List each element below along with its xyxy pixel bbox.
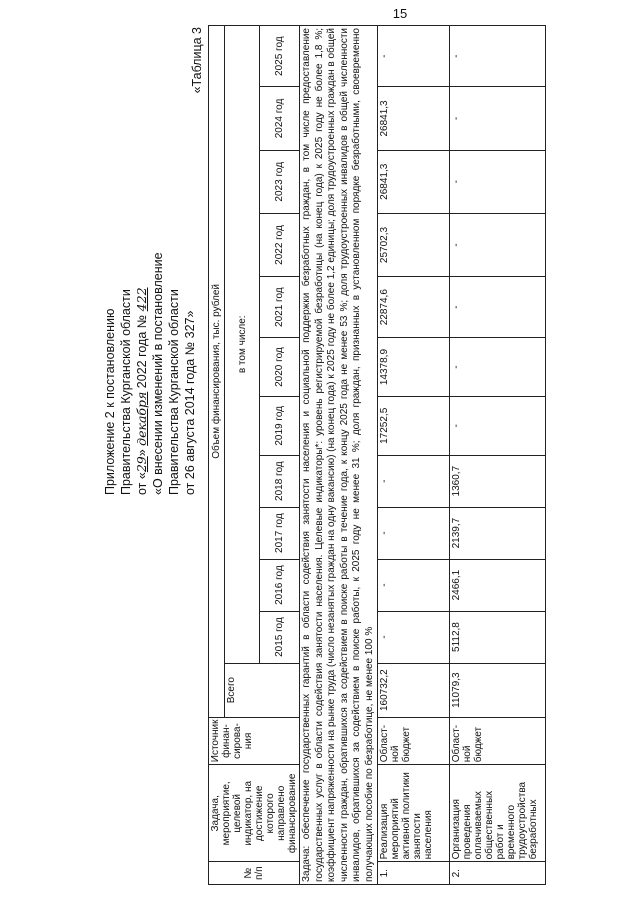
row-1-name: Реализация мероприятий активной политики занятости населения	[378, 765, 450, 862]
date-prefix: от «	[135, 472, 149, 495]
row-2-year-11: -	[450, 26, 546, 87]
header-year-4: 2018 год	[260, 455, 300, 507]
date-mid: »	[135, 449, 149, 457]
header-year-6: 2020 год	[260, 338, 300, 397]
row-1-year-11: -	[378, 26, 450, 87]
row-2-year-9: -	[450, 150, 546, 213]
header-year-9: 2023 год	[260, 150, 300, 213]
row-2-year-1: 5112,8	[450, 611, 546, 663]
handwritten-month: декабря	[134, 391, 149, 446]
row-2-year-7: -	[450, 277, 546, 338]
appendix-caption	[102, 35, 198, 495]
date-year: 2022 года №	[135, 314, 149, 389]
row-1-year-3: -	[378, 507, 450, 559]
handwritten-day: 29	[134, 456, 149, 473]
header-year-8: 2022 год	[260, 213, 300, 276]
appendix-line-4: «О внесении изменений в постановление	[151, 252, 165, 495]
appendix-line-6: от 26 августа 2014 года № 327»	[183, 310, 197, 495]
row-2-total: 11079,3	[450, 663, 546, 717]
row-2-year-5: -	[450, 396, 546, 455]
header-task: Задача, мероприятие, целевой индикатор, на достижение которого направлено финансирование	[209, 765, 300, 862]
row-2-year-10: -	[450, 87, 546, 150]
header-volume: Объем финансирования, тыс. рублей	[209, 26, 225, 718]
header-source: Источник финан-сирова-ния	[209, 717, 300, 764]
header-year-3: 2017 год	[260, 507, 300, 559]
row-2-year-2: 2466,1	[450, 559, 546, 611]
appendix-line-2: Правительства Курганской области	[119, 289, 133, 495]
appendix-line-3	[134, 35, 150, 495]
row-1-year-1: -	[378, 611, 450, 663]
appendix-line-5: Правительства Курганской области	[167, 289, 181, 495]
header-year-2: 2016 год	[260, 559, 300, 611]
row-1-year-2: -	[378, 559, 450, 611]
row-1-year-6: 14378,9	[378, 338, 450, 397]
row-1-year-8: 25702,3	[378, 213, 450, 276]
handwritten-number: 422	[134, 287, 149, 312]
row-1-year-4: -	[378, 455, 450, 507]
row-1-year-9: 26841,3	[378, 150, 450, 213]
header-total: Всего	[225, 663, 300, 717]
table-number: «Таблица 3	[190, 27, 204, 94]
header-year-1: 2015 год	[260, 611, 300, 663]
header-year-5: 2019 год	[260, 396, 300, 455]
header-year-7: 2021 год	[260, 277, 300, 338]
appendix-line-1: Приложение 2 к постановлению	[103, 308, 117, 495]
row-1-total: 160732,2	[378, 663, 450, 717]
row-1-year-10: 26841,3	[378, 87, 450, 150]
row-1-source: Област-ной бюджет	[378, 717, 450, 764]
row-2-year-4: 1360,7	[450, 455, 546, 507]
row-2-source: Област-ной бюджет	[450, 717, 546, 764]
header-num: № п/п	[209, 862, 300, 885]
row-2-name: Организация проведения оплачиваемых общественных работ и временного трудоустройства безработных	[450, 765, 546, 862]
row-1-num: 1.	[378, 862, 450, 885]
row-2-year-3: 2139,7	[450, 507, 546, 559]
header-year-11: 2025 год	[260, 26, 300, 87]
row-1-year-7: 22874,6	[378, 277, 450, 338]
row-2-year-8: -	[450, 213, 546, 276]
rotated-content	[100, 25, 600, 885]
task-description: Задача: обеспечение государственных гарантий в области содействия занятости населения и социальной поддержки безработных граждан, в том числе предоставление государственных услуг в области содействия занятости населения. Целевые индикаторы*: уровень регистрируемой безработицы (на конец года) к 2025 году не более 1,8 %; коэффициент напряженности на рынке труда (число незанятых граждан на одну вакансию) (на конец года) к 2025 году не более 1,2 единицы; доля трудоустроенных граждан в общей численности граждан, обратившихся за содействием в поиске работы в течение года, к концу 2025 года не менее 53 %; доля трудоустроенных инвалидов в общей численности инвалидов, обратившихся за содействием в поиске работы, к 2025 году не менее 31 %; доля граждан, признанных в установленном порядке безработными, своевременно получающих пособие по безработице, не менее 100 %	[300, 26, 378, 885]
financing-table	[208, 25, 546, 885]
row-2-year-6: -	[450, 338, 546, 397]
header-including: в том числе:	[225, 26, 260, 664]
header-year-10: 2024 год	[260, 87, 300, 150]
document-header	[100, 25, 220, 885]
row-2-num: 2.	[450, 862, 546, 885]
page-number: 15	[392, 6, 408, 21]
row-1-year-5: 17252,5	[378, 396, 450, 455]
